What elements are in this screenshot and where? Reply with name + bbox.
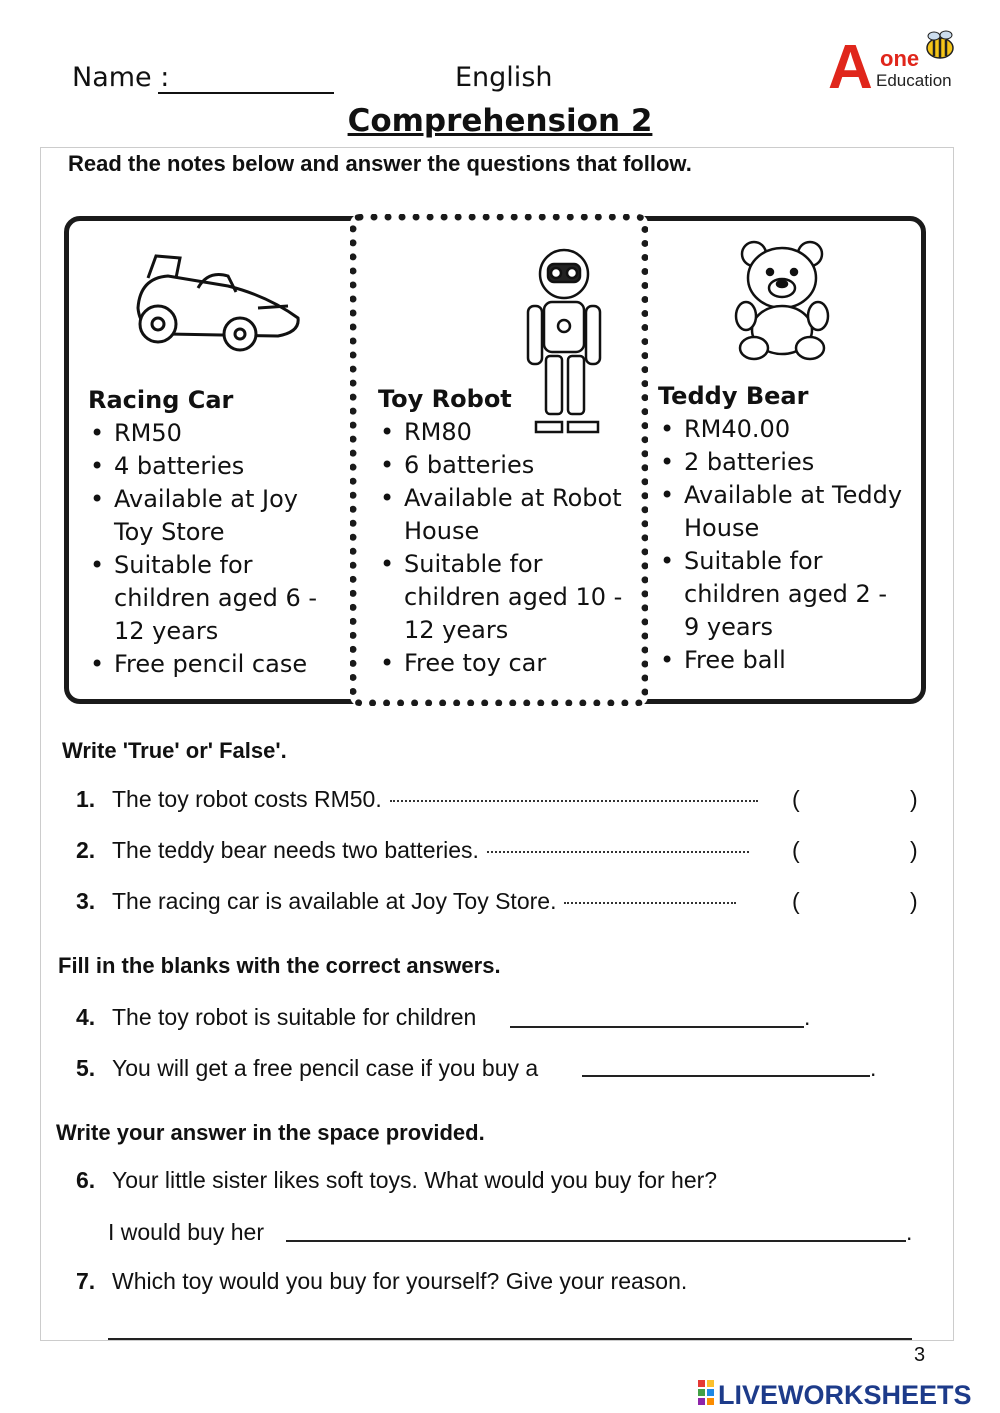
svg-text:one: one: [880, 46, 920, 71]
toy-batteries: • 6 batteries: [378, 449, 628, 482]
toy-availability: • Available at Teddy House: [658, 479, 908, 545]
toy-free-gift: • Free ball: [658, 644, 908, 677]
answer-prefix: I would buy her: [108, 1219, 264, 1245]
question-2: [76, 837, 749, 864]
question-number: 6.: [76, 1167, 96, 1193]
answer-close-paren: ): [910, 786, 918, 812]
svg-text:A: A: [828, 33, 873, 100]
answer-blank-6[interactable]: [286, 1222, 906, 1242]
toy-name: Toy Robot: [378, 385, 512, 413]
answer-field-1[interactable]: [808, 782, 904, 814]
question-number: 4.: [76, 1004, 96, 1030]
question-number: 7.: [76, 1268, 96, 1294]
racing-car-icon: [128, 248, 308, 358]
answer-open-paren: (: [792, 837, 800, 863]
bee-icon: [927, 31, 953, 58]
name-label: Name :: [72, 62, 170, 93]
name-blank-field[interactable]: [158, 92, 334, 94]
instruction-read: Read the notes below and answer the questions that follow.: [68, 151, 692, 176]
instruction-write-answer: Write your answer in the space provided.: [56, 1120, 485, 1145]
toy-price: • RM80: [378, 416, 628, 449]
liveworksheets-logo: [696, 1376, 996, 1410]
question-number: 1.: [76, 786, 96, 812]
question-number: 5.: [76, 1055, 96, 1081]
toy-suitability: • Suitable for children aged 2 - 9 years: [658, 545, 908, 644]
svg-text:Education: Education: [876, 71, 952, 90]
toy-price: • RM40.00: [658, 413, 908, 446]
question-text: The toy robot is suitable for children: [112, 1004, 477, 1030]
toy-batteries: • 4 batteries: [88, 450, 338, 483]
toy-name: Racing Car: [88, 386, 234, 414]
question-5: [76, 1055, 538, 1082]
subject-label: English: [455, 62, 553, 93]
answer-close-paren: ): [910, 888, 918, 914]
question-text: Which toy would you buy for yourself? Give your reason.: [112, 1268, 688, 1294]
toy-robot-notes: [378, 383, 628, 680]
question-6: [76, 1167, 717, 1194]
answer-field-3[interactable]: [808, 884, 904, 916]
toy-batteries: • 2 batteries: [658, 446, 908, 479]
question-4: [76, 1004, 476, 1031]
svg-text:LIVEWORKSHEETS: LIVEWORKSHEETS: [718, 1380, 972, 1410]
toy-suitability: • Suitable for children aged 10 - 12 years: [378, 548, 628, 647]
answer-close-paren: ): [910, 837, 918, 863]
question-text: The teddy bear needs two batteries.: [112, 837, 479, 863]
question-7: [76, 1268, 687, 1295]
lw-grid-icon: [698, 1380, 714, 1405]
teddy-bear-notes: [658, 380, 908, 677]
toy-suitability: • Suitable for children aged 6 - 12 years: [88, 549, 338, 648]
answer-blank-7[interactable]: [108, 1320, 912, 1340]
toy-free-gift: • Free toy car: [378, 647, 628, 680]
question-1: [76, 786, 758, 813]
toy-free-gift: • Free pencil case: [88, 648, 338, 681]
question-text: The toy robot costs RM50.: [112, 786, 382, 812]
instruction-fill-blanks: Fill in the blanks with the correct answers.: [58, 953, 501, 978]
answer-field-2[interactable]: [808, 833, 904, 865]
toy-availability: • Available at Joy Toy Store: [88, 483, 338, 549]
question-number: 3.: [76, 888, 96, 914]
answer-blank-4[interactable]: [510, 1008, 804, 1028]
page-title: Comprehension 2: [347, 103, 653, 139]
question-text: Your little sister likes soft toys. What would you buy for her?: [112, 1167, 718, 1193]
toy-availability: • Available at Robot House: [378, 482, 628, 548]
answer-open-paren: (: [792, 786, 800, 812]
racing-car-notes: [88, 384, 338, 681]
answer-blank-5[interactable]: [582, 1057, 870, 1077]
teddy-bear-icon: [732, 236, 832, 362]
instruction-true-false: Write 'True' or' False'.: [62, 738, 287, 763]
answer-open-paren: (: [792, 888, 800, 914]
toy-name: Teddy Bear: [658, 382, 809, 410]
page-number: 3: [914, 1344, 926, 1366]
a-one-education-logo: [828, 30, 968, 100]
question-text: The racing car is available at Joy Toy Store.: [112, 888, 557, 914]
question-3: [76, 888, 736, 915]
toy-price: • RM50: [88, 417, 338, 450]
question-text: You will get a free pencil case if you buy a: [112, 1055, 539, 1081]
question-number: 2.: [76, 837, 96, 863]
